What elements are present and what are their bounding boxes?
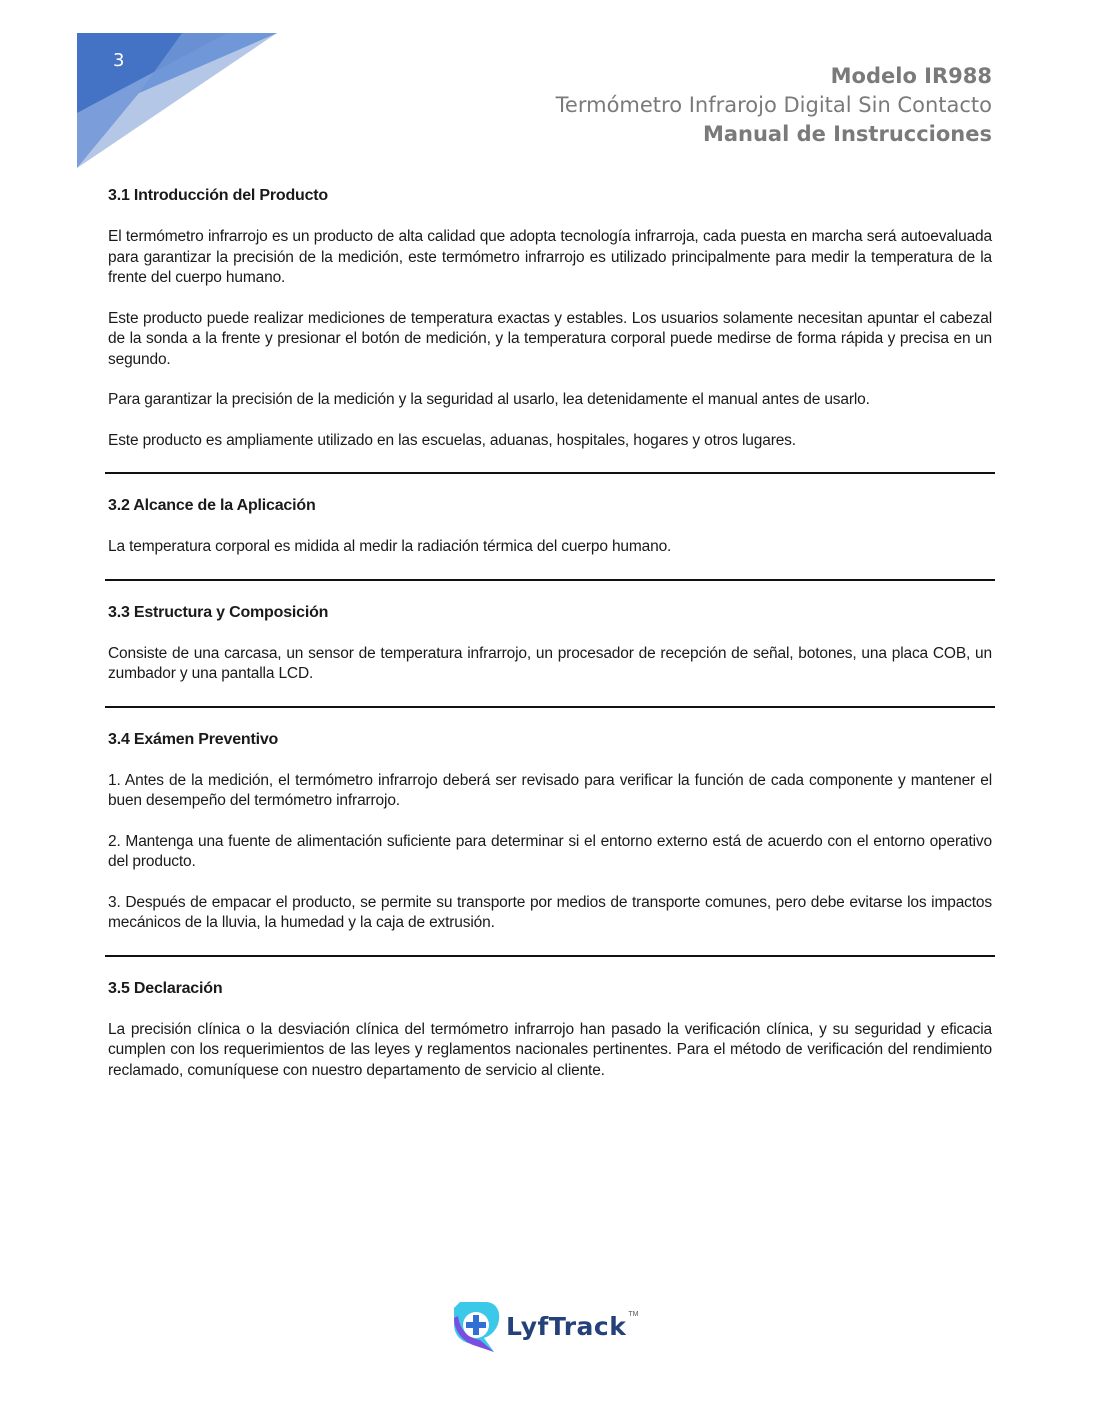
paragraph: El termómetro infrarrojo es un producto de alta calidad que adopta tecnología infrarroja, cada puesta en marcha será autoevaluada para garantizar la precisión de la medición, este termómetro infrarrojo es utilizado principalmente para medir la temperatura de la frente del cuerpo humano.: [108, 228, 992, 286]
corner-decoration: [77, 33, 277, 173]
section-declaration: [108, 978, 992, 1082]
brand-logo: [450, 1298, 638, 1354]
paragraph: Este producto es ampliamente utilizado en las escuelas, aduanas, hospitales, hogares y otros lugares.: [108, 431, 796, 449]
list-item: 1. Antes de la medición, el termómetro infrarrojo deberá ser revisado para verificar la función de cada componente y mantener el buen desempeño del termómetro infrarrojo.: [108, 771, 992, 809]
paragraph: Para garantizar la precisión de la medición y la seguridad al usarlo, lea detenidamente el manual antes de usarlo.: [108, 391, 870, 408]
page-number: 3: [113, 50, 125, 71]
list-item: 2. Mantenga una fuente de alimentación suficiente para determinar si el entorno externo está de acuerdo con el entorno operativo del producto.: [108, 832, 992, 870]
paragraph: Consiste de una carcasa, un sensor de temperatura infrarrojo, un procesador de recepción de señal, botones, una placa COB, un zumbador y una pantalla LCD.: [108, 644, 992, 682]
medical-cross-icon: [450, 1298, 502, 1354]
section-heading: 3.4 Exámen Preventivo: [108, 730, 279, 748]
section-heading: 3.1 Introducción del Producto: [108, 187, 328, 204]
list-item: 3. Después de empacar el producto, se permite su transporte por medios de transporte comunes, pero debe evitarse los impactos mecánicos de la lluvia, la humedad y la caja de extrusión.: [108, 893, 992, 931]
section-divider: [105, 955, 995, 957]
paragraph: Este producto puede realizar mediciones de temperatura exactas y estables. Los usuarios solamente necesitan apuntar el cabezal de la sonda a la frente y presionar el botón de medición, y la temperatura corporal puede medirse de forma rápida y precisa en un segundo.: [108, 309, 992, 368]
brand-name: LyfTrack: [506, 1311, 627, 1341]
paragraph: La temperatura corporal es midida al medir la radiación térmica del cuerpo humano.: [108, 538, 672, 555]
section-divider: [105, 579, 995, 581]
section-heading: 3.2 Alcance de la Aplicación: [108, 497, 316, 514]
model-title: Modelo IR988: [830, 64, 992, 88]
section-preventive-exam: [108, 729, 992, 934]
section-heading: 3.3 Estructura y Composición: [108, 603, 329, 621]
section-introduction: [108, 185, 992, 451]
section-heading: 3.5 Declaración: [108, 979, 223, 997]
doc-type-title: Manual de Instrucciones: [702, 122, 992, 146]
section-scope: [108, 495, 992, 558]
document-body: [108, 185, 992, 1081]
product-title: Termómetro Infrarojo Digital Sin Contacto: [555, 93, 992, 117]
section-divider: [105, 472, 995, 474]
section-structure: [108, 602, 992, 685]
document-header: [556, 62, 992, 149]
trademark-symbol: TM: [628, 1310, 639, 1318]
section-divider: [105, 706, 995, 708]
paragraph: La precisión clínica o la desviación clínica del termómetro infrarrojo han pasado la verificación clínica, y su seguridad y eficacia cumplen con los requerimientos de las leyes y reglamentos nacionales pertinentes. Para el método de verificación del rendimiento reclamado, comuníquese con nuestro departamento de servicio al cliente.: [108, 1020, 992, 1079]
